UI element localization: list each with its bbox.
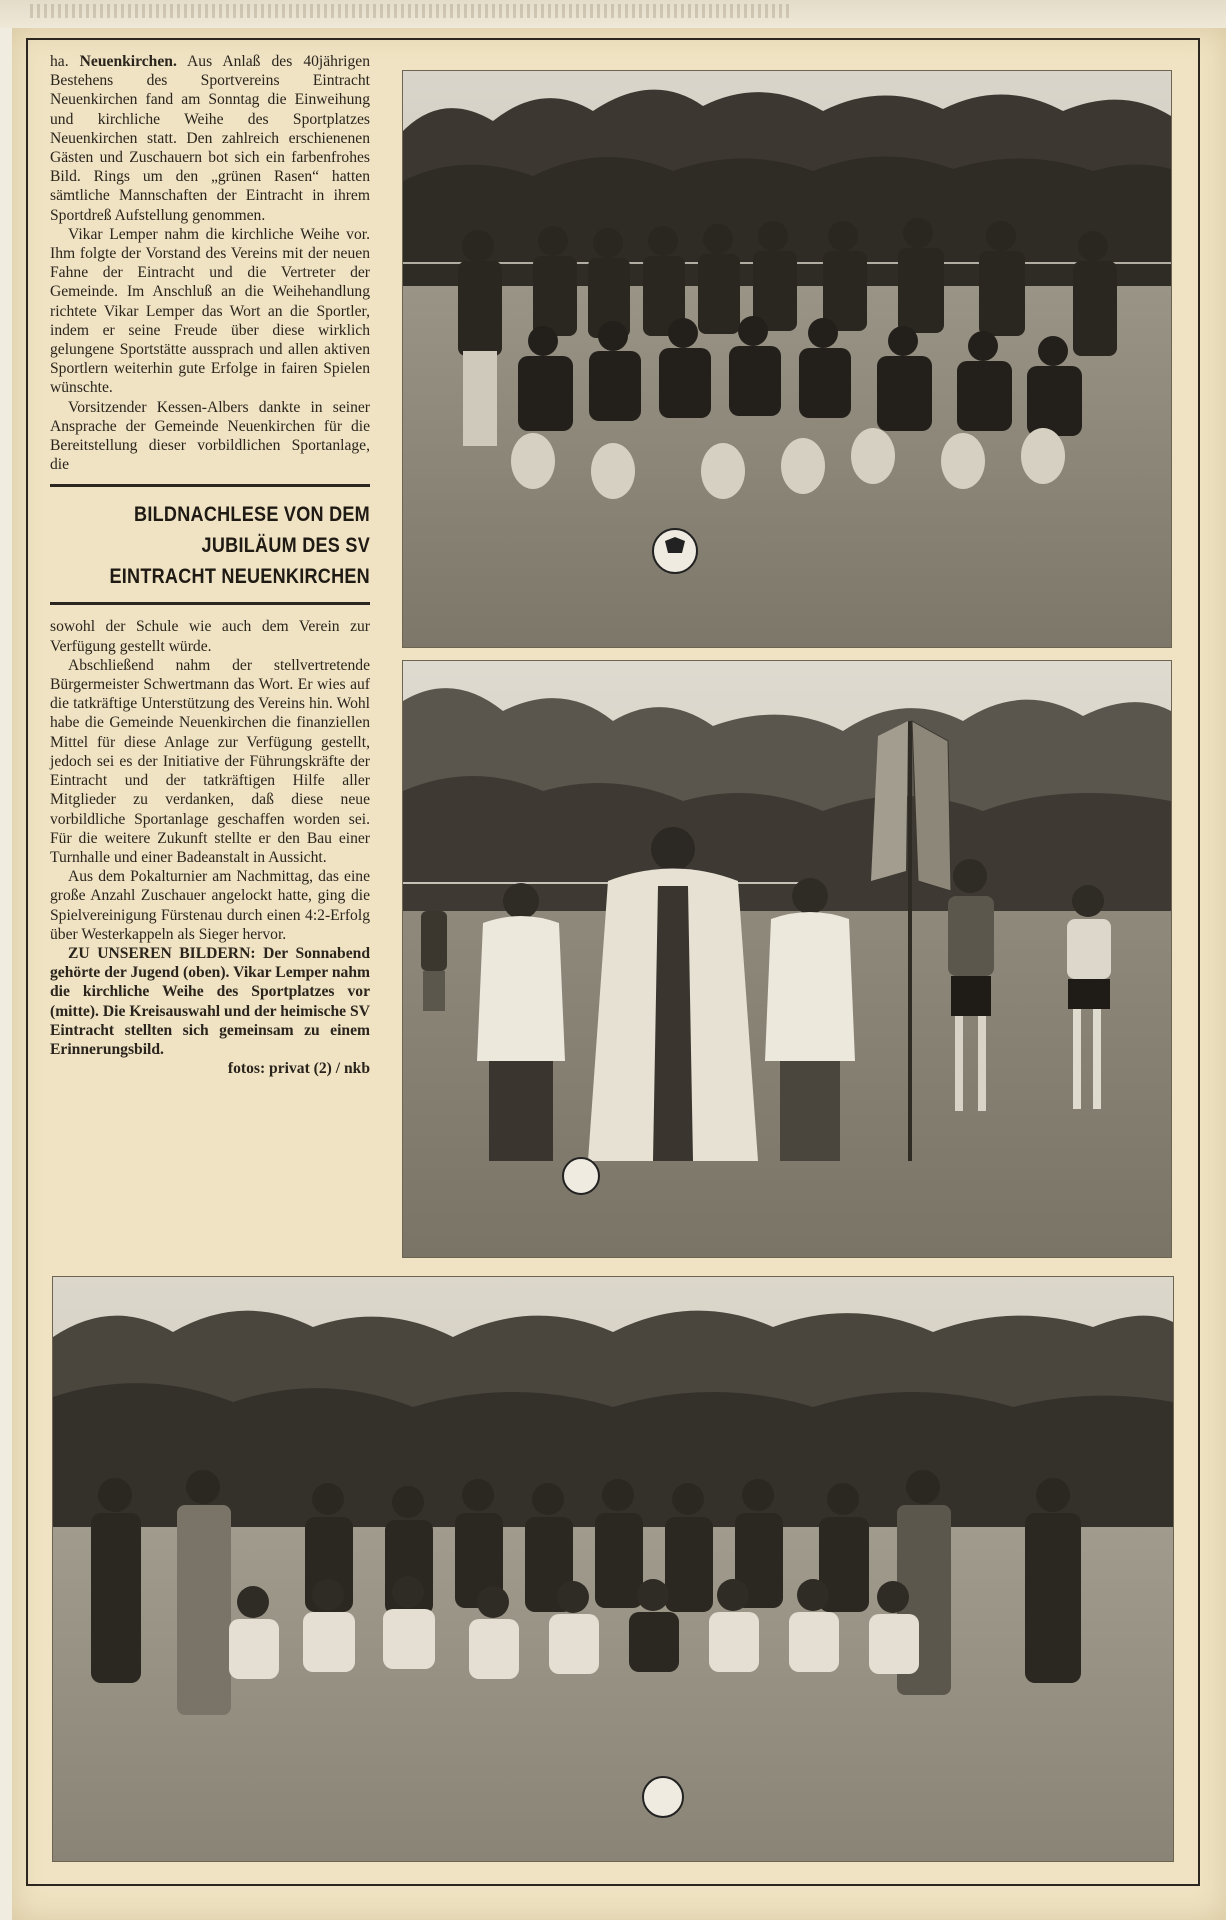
paragraph-5: Abschließend nahm der stellvertretende Bürgermeister Schwertmann das Wort. Er wies auf die tatkräftige Unterstützung des Vereins hin. Wohl habe die Gemeinde Neuenkirchen die finanziellen Mittel für diese Anlage zur Verfügung gestellt, jedoch sei es der Initiative der Führungskräfte der Eintracht und der tatkräftigen Hilfe aller Mitglieder zu verdanken, daß diese neue vorbildliche Sportanlage geschaffen worden sei. Für die weitere Zukunft stellte er den Bau einer Turnhalle und einer Badeanstalt in Aussicht.: [50, 656, 370, 866]
headline-line-1: BILDNACHLESE VON DEM: [134, 503, 370, 527]
paragraph-2: Vikar Lemper nahm die kirchliche Weihe vor. Ihm folgte der Vorstand des Vereins mit der neuen Fahne der Eintracht und die Vertreter der Gemeinde. Im Anschluß an die Weihehandlung richtete Vikar Lemper das Wort an die Sportler, indem er seine Freude über diese wirklich gelungene Sportstätte aussprach und allen aktiven Sportlern weiterhin gute Erfolge in fairen Spielen wünschte.: [50, 225, 370, 397]
dateline: ha.: [50, 53, 69, 70]
paragraph-intro: [50, 52, 370, 225]
paragraph-1: Aus Anlaß des 40jährigen Bestehens des Sportvereins Eintracht Neuenkirchen fand am Sonntag die Einweihung und kirchliche Weihe des Sportplatzes Neuenkirchen statt. Den zahlreich erschienenen Gästen und Zuschauern bot sich ein farbenfrohes Bild. Rings um den „grünen Rasen“ hatten sämtliche Mannschaften der Eintracht in ihrem Sportdreß Aufstellung genommen.: [50, 53, 371, 224]
photo-youth-team: [402, 70, 1172, 648]
paragraph-6: Aus dem Pokalturnier am Nachmittag, das eine große Anzahl Zuschauer angelockt hatte, ging die Spielvereinigung Fürstenau durch einen 4:2-Erfolg über Westerkappeln als Sieger hervor.: [50, 868, 370, 943]
divider-rule-top: [50, 484, 370, 487]
combined-teams-photo-image: [53, 1277, 1173, 1861]
place-name: Neuenkirchen.: [79, 53, 177, 70]
scan-margin: [0, 0, 1226, 28]
photo-combined-teams: [52, 1276, 1174, 1862]
consecration-photo-image: [403, 661, 1171, 1257]
paragraph-4: sowohl der Schule wie auch dem Verein zur Verfügung gestellt würde.: [50, 618, 370, 655]
youth-team-photo-image: [403, 71, 1171, 647]
photo-consecration: [402, 660, 1172, 1258]
paragraph-3: Vorsitzender Kessen-Albers dankte in seiner Ansprache der Gemeinde Neuenkirchen für die Bereitstellung dieser vorbildlichen Sportanlage, die: [50, 398, 370, 474]
photo-caption: ZU UNSEREN BILDERN: Der Sonnabend gehörte der Jugend (oben). Vikar Lemper nahm die kirchliche Weihe des Sportplatzes vor (mitte). Die Kreisauswahl und der heimische SV Eintracht stellten sich gemeinsam zu einem Erinnerungsbild.: [50, 944, 370, 1058]
headline-line-3: EINTRACHT NEUENKIRCHEN: [109, 565, 370, 589]
divider-rule-bottom: [50, 602, 370, 605]
photo-credit: fotos: privat (2) / nkb: [227, 1060, 370, 1078]
torn-paper-edge: [30, 4, 790, 18]
headline: [95, 499, 370, 592]
article-text-column: [50, 52, 370, 1078]
headline-line-2: JUBILÄUM DES SV: [201, 534, 370, 558]
